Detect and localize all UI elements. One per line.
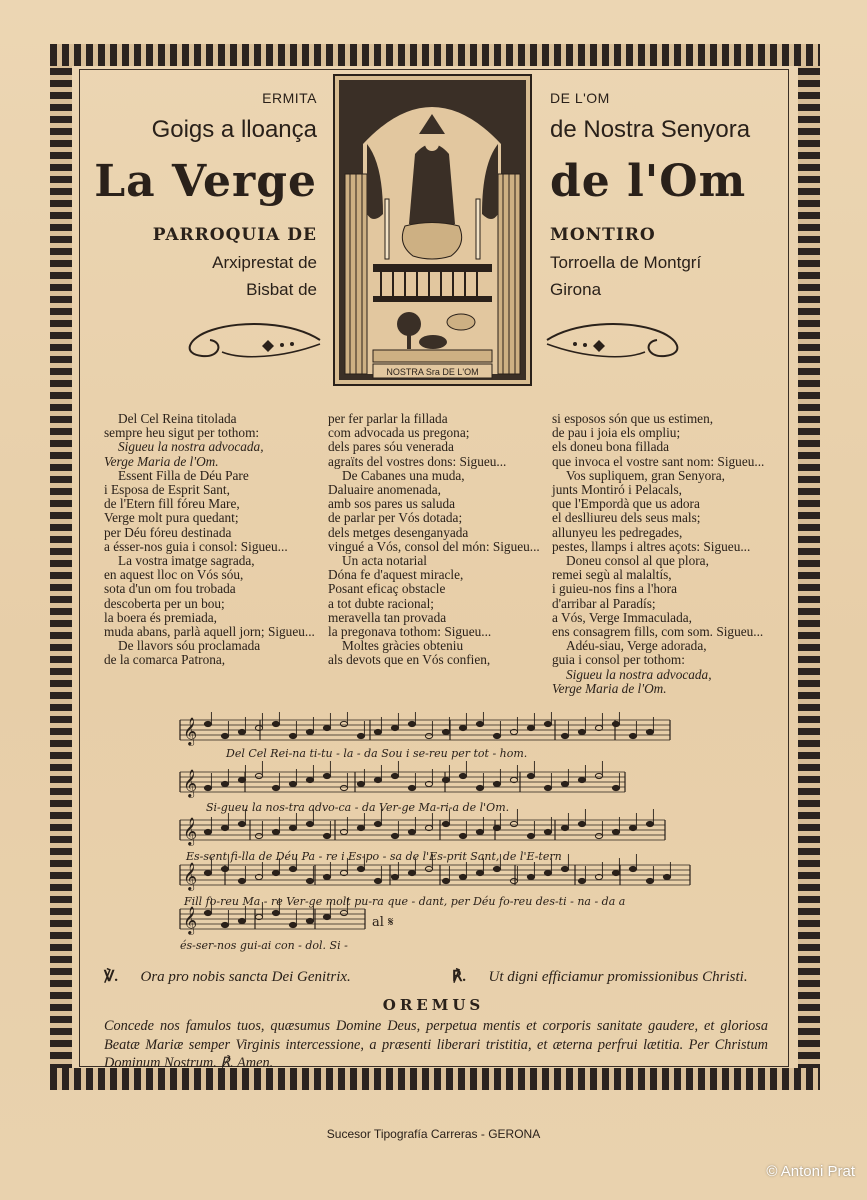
flourish-right [545, 318, 695, 364]
verse-line: de l'Etern fill fóreu Mare, [104, 496, 240, 512]
svg-text:𝄞: 𝄞 [183, 862, 198, 890]
verse-line: de la comarca Patrona, [104, 652, 226, 668]
verses-column-3 [552, 412, 764, 696]
verse-line: la pregonava tothom: Sigueu... [328, 624, 492, 640]
verse-line: De Cabanes una muda, [342, 467, 465, 483]
response [452, 967, 748, 986]
verse-line: Doneu consol al que plora, [566, 553, 709, 569]
versicle-text: Ora pro nobis sancta Dei Genitrix. [140, 969, 351, 985]
header-arxiprestat: Arxiprestat de [212, 253, 317, 272]
photo-credit: © Antoni Prat [766, 1163, 855, 1180]
verse-line: que invoca el vostre sant nom: Sigueu... [552, 453, 765, 469]
header-torroella: Torroella de Montgrí [550, 253, 702, 272]
header-ermita: ERMITA [262, 90, 317, 106]
lyric-line-3: Es-sent fi-lla de Déu Pa - re i Es-po - sa de l'Es-prit Sant, de l'E-tern [186, 850, 562, 863]
verse-line: Vos supliquem, gran Senyora, [566, 467, 725, 483]
verse-line: Daluaire anomenada, [328, 482, 441, 498]
verse-line: sota d'un om fou trobada [104, 581, 236, 597]
verse-line: allunyeu les pedregades, [552, 524, 683, 540]
verse-line: remei segù al malaltís, [552, 567, 672, 583]
verse-line: Del Cel Reina titolada [118, 411, 237, 426]
verse-line: de pau i joia els ompliu; [552, 425, 681, 441]
response-symbol: ℟. [452, 969, 467, 985]
verse-line: a ésser-nos guia i consol: Sigueu... [104, 538, 288, 554]
svg-text:𝄞: 𝄞 [183, 717, 198, 745]
verse-line: el deslliureu dels seus mals; [552, 510, 701, 526]
al-segno: al 𝄋 [372, 915, 394, 930]
verse-line: Sigueu la nostra advocada, [118, 439, 264, 455]
svg-text:𝄞: 𝄞 [183, 769, 198, 797]
verse-line: guia i consol per tothom: [552, 652, 685, 668]
verse-line: Moltes gràcies obteniu [342, 638, 464, 654]
lyric-line-4: Fill fo-reu Ma - re Ver-ge molt pu-ra que - dant, per Déu fo-reu des-ti - na - da a [184, 895, 626, 908]
header-girona: Girona [550, 280, 602, 299]
title-de-lom: de l'Om [550, 156, 747, 207]
verse-line: i Esposa de Esprit Sant, [104, 482, 230, 498]
response-text: Ut digni efficiamur promissionibus Christi. [488, 969, 748, 985]
music-staff [180, 712, 670, 746]
header-de-lom: DE L'OM [550, 90, 610, 106]
versicle [104, 967, 351, 986]
verse-line: els doneu bona fillada [552, 439, 670, 455]
verse-line: junts Montiró i Pelacals, [552, 482, 683, 498]
title-la-verge: La Verge [94, 156, 317, 207]
lyric-line-1: Del Cel Rei-na ti-tu - la - da Sou i se-reu per tot - hom. [226, 747, 528, 760]
oremus-title: OREMUS [382, 996, 485, 1014]
verse-line: en aquest lloc on Vós sóu, [104, 567, 244, 583]
lyric-line-5: és-ser-nos gui-ai con - dol. Si - [180, 939, 348, 952]
verse-line: amb sos pares us saluda [328, 496, 456, 512]
verse-line: agraïts del vostres dons: Sigueu... [328, 453, 507, 469]
engraving-caption: NOSTRA Sra DE L'OM [386, 367, 479, 377]
virgin-engraving [333, 74, 532, 386]
header-montiro: MONTIRO [550, 225, 656, 245]
verse-line: Adéu-siau, Verge adorada, [566, 638, 707, 654]
verse-line: muda abans, parlà aquell jorn; Sigueu... [104, 624, 315, 640]
verse-line: ens consagrem fills, com som. Sigueu... [552, 624, 764, 640]
lyric-line-2: Si-gueu la nos-tra advo-ca - da Ver-ge Ma-ri-a de l'Om. [206, 801, 510, 814]
verse-line: Essent Filla de Déu Pare [118, 467, 249, 483]
verse-line: la boera és premiada, [104, 609, 217, 625]
verse-line: de parlar per Vós dotada; [328, 510, 463, 526]
verse-line: d'arribar al Paradís; [552, 595, 656, 611]
verse-line: Dóna fe d'aquest miracle, [328, 567, 464, 583]
verse-line: que l'Empordà que us adora [552, 496, 700, 512]
verse-line: Sigueu la nostra advocada, [566, 666, 712, 682]
verse-line: meravella tan provada [328, 609, 447, 625]
header-nostra-senyora: de Nostra Senyora [550, 116, 751, 143]
verse-line: Verge Maria de l'Om. [104, 453, 219, 469]
svg-text:𝄞: 𝄞 [183, 906, 198, 934]
printer-footer: Sucesor Tipografía Carreras - GERONA [326, 1127, 541, 1141]
header-goigs: Goigs a lloança [151, 116, 317, 143]
verse-line: La vostra imatge sagrada, [118, 553, 255, 569]
verse-line: De llavors sóu proclamada [118, 638, 261, 654]
verse-line: si esposos són que us estimen, [552, 411, 714, 426]
verse-line: Verge molt pura quedant; [104, 510, 239, 526]
verse-line: per Déu fóreu destinada [104, 524, 232, 540]
versicle-symbol: ℣. [104, 969, 119, 985]
music-staff [180, 761, 625, 798]
verse-line: per fer parlar la fillada [328, 411, 448, 426]
verse-line: dels pares sóu venerada [328, 439, 454, 455]
verse-line: a Vós, Verge Immaculada, [552, 609, 692, 625]
header-parroquia: PARROQUIA DE [152, 225, 317, 245]
verse-line: pestes, llamps i altres açots: Sigueu... [552, 538, 751, 554]
verses-column-2 [328, 412, 540, 668]
verse-line: als devots que en Vós confien, [328, 652, 491, 668]
verse-line: sempre heu sigut per tothom: [104, 425, 260, 441]
verse-line: dels metges desenganyada [328, 524, 469, 540]
verse-line: descoberta per un bou; [104, 595, 225, 611]
verse-line: Verge Maria de l'Om. [552, 680, 667, 696]
verse-line: i guieu-nos fins a l'hora [552, 581, 677, 597]
verses-column-1 [104, 412, 315, 668]
verse-line: com advocada us pregona; [328, 425, 470, 441]
verse-line: a tot dubte racional; [328, 595, 434, 611]
flourish-left [172, 318, 322, 364]
music-staff [180, 809, 665, 846]
verse-line: Un acta notarial [342, 553, 427, 569]
header-bisbat: Bisbat de [246, 280, 317, 299]
svg-text:𝄞: 𝄞 [183, 817, 198, 845]
oremus-prayer: Concede nos famulos tuos, quæsumus Domine Deus, perpetua mentis et corporis sanitate gaudere, et gloriosa Beatæ Mariæ semper Virginis intercessione, a præsenti liberari tristitia, et æterna perfrui lætitia. Per Christum Dominum Nostrum. ℟. Amen. [104, 1018, 768, 1071]
verse-line: vingué a Vós, consol del món: Sigueu... [328, 538, 540, 554]
verse-line: Posant eficaç obstacle [328, 581, 446, 597]
